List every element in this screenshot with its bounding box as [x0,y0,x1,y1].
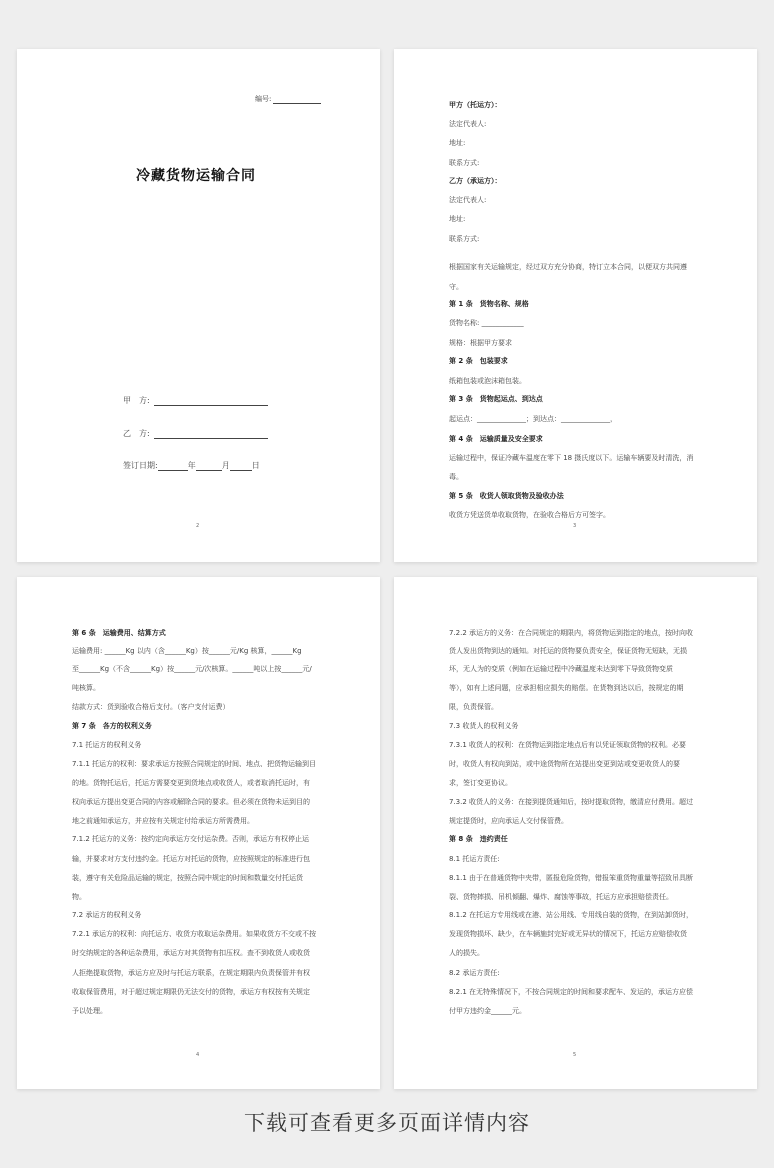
document-page-2 [394,49,757,562]
day-label: 日 [251,461,260,470]
body-line: 运输过程中，保证冷藏车温度在零下 18 摄氏度以下。运输车辆要及时清洗，消 [449,454,694,462]
body-line: 7.2.1 承运方的权利：向托运方、收货方收取运杂费用。如果收货方不交或不按 [72,930,317,938]
body-line: 毒。 [449,473,463,481]
body-line: 坏，无人为的变质（例如在运输过程中冷藏温度未达到零下导致货物变质 [449,665,673,673]
body-line: 付甲方违约金______元。 [449,1007,526,1015]
document-title: 冷藏货物运输合同 [136,168,256,184]
year-label: 年 [187,461,196,470]
party-a-blank [154,397,268,406]
body-line: 权向承运方提出变更合同的内容或解除合同的要求。但必须在货物未运到目的 [72,798,310,806]
body-line: 联系方式: [449,159,480,167]
body-line: 7.2 承运方的权利义务 [72,911,142,919]
article-heading: 第 1 条 货物名称、规格 [449,300,529,308]
body-line: 装，遵守有关危险品运输的规定，按照合同中规定的时间和数量交付托运货 [72,874,303,882]
body-line: 7.1 托运方的权利义务 [72,741,142,749]
body-line: 8.1 托运方责任: [449,855,500,863]
serial-blank [273,95,321,104]
sign-date-field [123,460,260,471]
body-line: 地址: [449,139,466,147]
document-page-4 [394,577,757,1089]
body-line: 联系方式: [449,235,480,243]
body-line: 法定代表人: [449,196,487,204]
day-blank [230,462,252,471]
party-b-signature [123,428,268,439]
body-line: 7.1.1 托运方的权利：要求承运方按照合同规定的时间、地点、把货物运输到目 [72,760,317,768]
sign-date-label: 签订日期: [123,461,158,470]
download-more-banner[interactable]: 下载可查看更多页面详情内容 [244,1111,530,1135]
body-line: 7.2.2 承运方的义务：在合同规定的期限内，将货物运到指定的地点，按时向收 [449,629,694,637]
serial-number-field [255,94,321,104]
body-line: 时交纳规定的各种运杂费用，承运方对其货物有扣压权。查不到收货人或收货 [72,949,310,957]
body-line: 7.1.2 托运方的义务：按约定向承运方交付运杂费。否则，承运方有权停止运 [72,835,310,843]
body-line: 7.3 收货人的权利义务 [449,722,519,730]
body-line: 起运点：______________；到达点：______________， [449,415,617,423]
article-heading: 第 8 条 违约责任 [449,835,508,843]
body-line: 地之前通知承运方，并应按有关规定付给承运方所需费用。 [72,817,254,825]
article-heading: 甲方（托运方）： [449,101,502,109]
body-line: 吨核算。 [72,684,100,692]
year-blank [158,462,188,471]
body-line: 规定提货时，应向承运人交付保管费。 [449,817,568,825]
document-page-cover [17,49,380,562]
body-line: 货物名称: ____________ [449,319,524,327]
body-line: 限，负责保管。 [449,703,498,711]
body-line: 地址: [449,215,466,223]
body-line: 守。 [449,283,463,291]
body-line: 人拒绝提取货物，承运方应及时与托运方联系，在规定期限内负责保管并有权 [72,969,310,977]
body-line: 8.2.1 在无特殊情况下，不按合同规定的时间和要求配车、发运的，承运方应偿 [449,988,694,996]
party-a-label: 甲 方: [123,396,150,405]
body-line: 货人发出货物到达的通知。对托运的货物要负责安全，保证货物无短缺，无损 [449,647,687,655]
article-heading: 第 4 条 运输质量及安全要求 [449,435,543,443]
body-line: 求，签订变更协议。 [449,779,512,787]
body-line: 发现货物损坏、缺少，在车辆施封完好或无异状的情况下，托运方应赔偿收货 [449,930,687,938]
page-number: 4 [196,1052,200,1058]
document-page-3 [17,577,380,1089]
body-line: 裂、货物摔损、吊机倾翻、爆炸、腐蚀等事故，托运方应承担赔偿责任。 [449,893,673,901]
month-label: 月 [221,461,230,470]
body-line: 运输费用: ______Kg 以内（含______Kg）按______元/Kg 核算，______Kg [72,647,302,655]
body-line: 结款方式：货到验收合格后支付。（客户支付运费） [72,703,230,711]
article-heading: 第 6 条 运输费用、结算方式 [72,629,166,637]
body-line: 输，并要求对方支付违约金。托运方对托运的货物，应按照规定的标准进行包 [72,855,310,863]
body-line: 人的损失。 [449,949,484,957]
page-number: 2 [196,523,200,529]
body-line: 收货方凭送货单收取货物，在验收合格后方可签字。 [449,511,610,519]
page-number: 5 [573,1052,577,1058]
body-line: 物。 [72,893,86,901]
party-b-blank [154,430,268,439]
article-heading: 第 2 条 包装要求 [449,357,508,365]
body-line: 8.1.1 由于在普通货物中夹带，匿报危险货物，错报笨重货物重量等招致吊具断 [449,874,694,882]
body-line: 纸箱包装或泡沫箱包装。 [449,377,526,385]
body-line: 规格：根据甲方要求 [449,339,512,347]
body-line: 7.3.1 收货人的权利：在货物运到指定地点后有以凭证领取货物的权利。必要 [449,741,687,749]
article-heading: 乙方（承运方）： [449,177,502,185]
body-line: 等），如有上述问题，应承担相应损失的赔偿。在货物到达以后，按规定的期 [449,684,684,692]
body-line: 收取保管费用，对于超过规定期限仍无法交付的货物，承运方有权按有关规定 [72,988,310,996]
article-heading: 第 7 条 各方的权利义务 [72,722,152,730]
body-line: 法定代表人: [449,120,487,128]
body-line: 8.2 承运方责任: [449,969,500,977]
party-a-signature [123,395,268,406]
body-line: 时，收货人有权向到站，或中途货物所在站提出变更到站或变更收货人的要 [449,760,680,768]
body-line: 予以处理。 [72,1007,107,1015]
party-b-label: 乙 方: [123,429,150,438]
body-line: 7.3.2 收货人的义务：在接到提货通知后，按时提取货物，缴清应付费用。超过 [449,798,694,806]
month-blank [196,462,222,471]
body-line: 的地。货物托运后，托运方需要变更到货地点或收货人，或者取消托运时，有 [72,779,310,787]
article-heading: 第 3 条 货物起运点、到达点 [449,395,543,403]
body-line: 8.1.2 在托运方专用线或在港、站公用线、专用线自装的货物，在到站卸货时， [449,911,694,919]
article-heading: 第 5 条 收货人领取货物及验收办法 [449,492,564,500]
body-line: 至______Kg（不含______Kg）按______元/次核算。______吨以上按______元/ [72,665,312,673]
serial-label: 编号: [255,95,272,103]
page-number: 3 [573,523,577,529]
body-line: 根据国家有关运输规定，经过双方充分协商，特订立本合同，以便双方共同遵 [449,263,687,271]
